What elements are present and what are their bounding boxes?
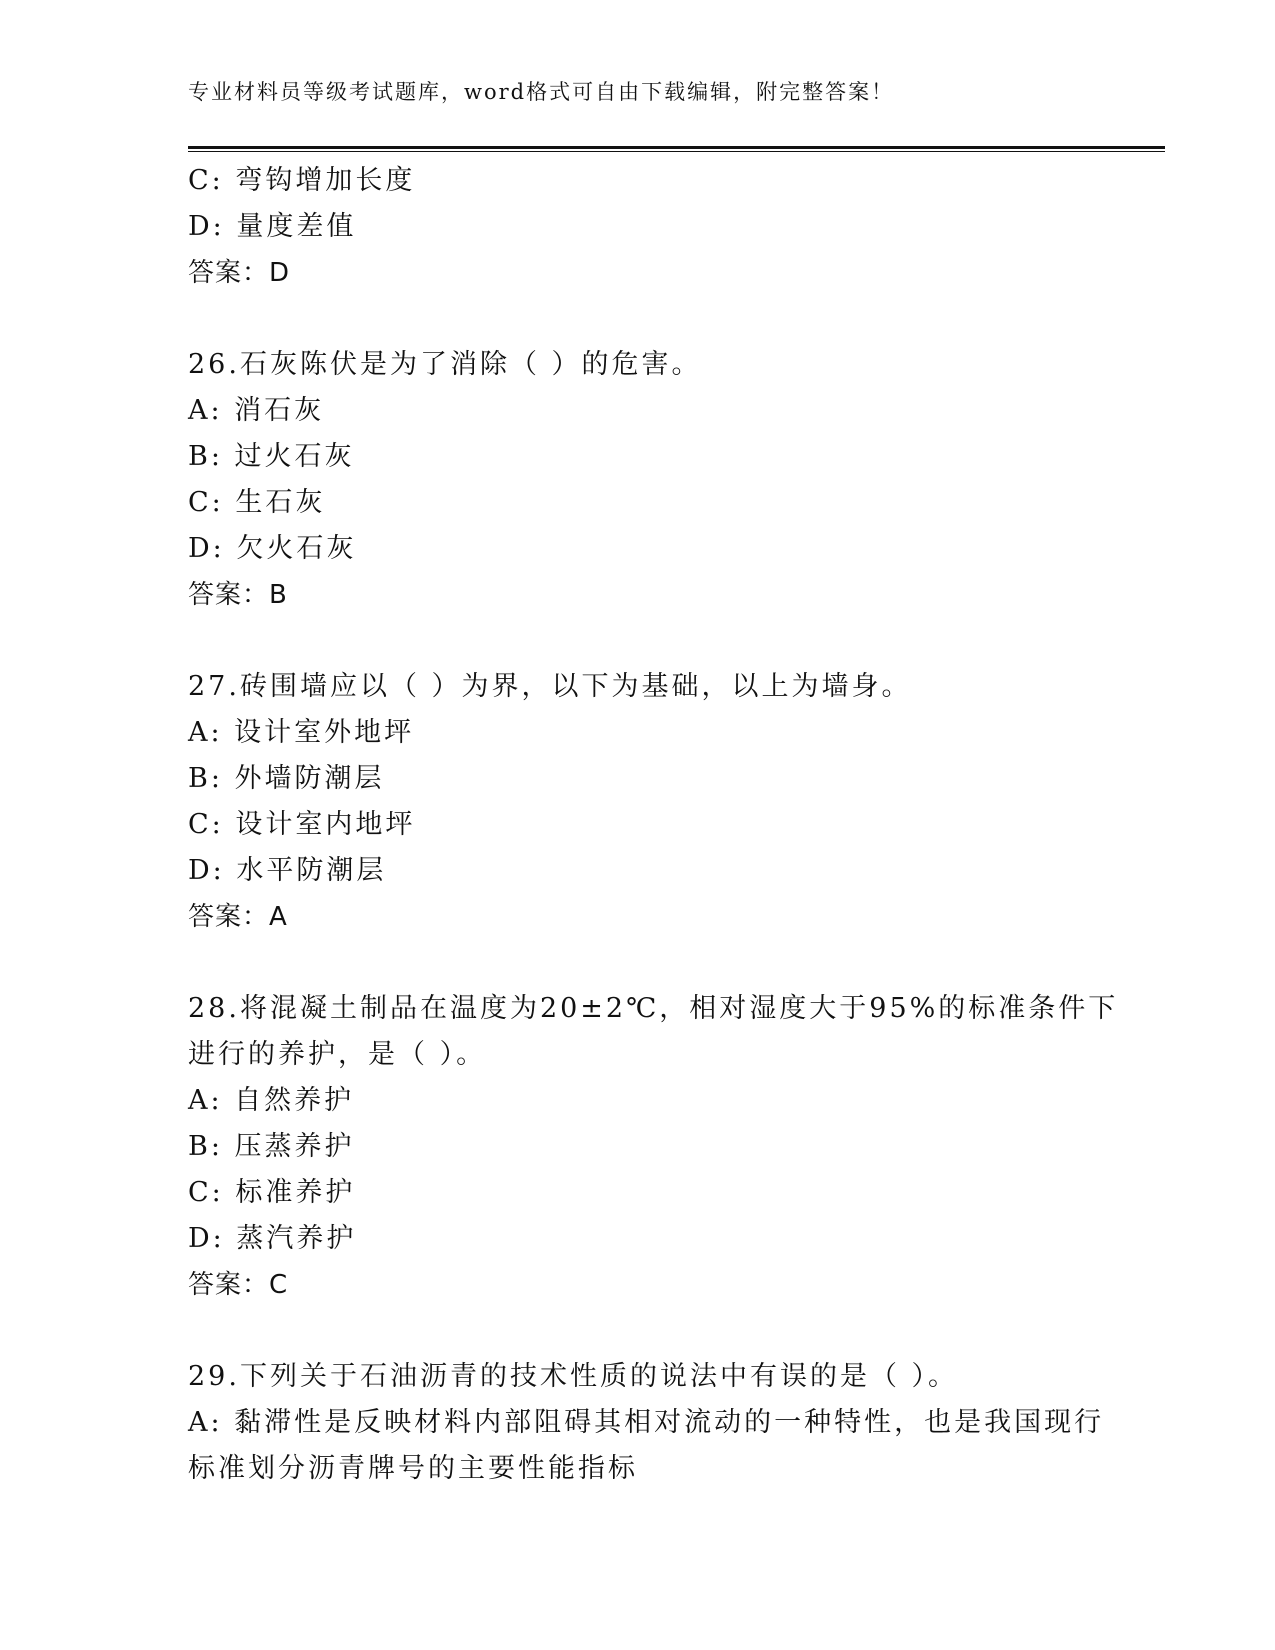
q26-option-a: A: 消石灰 [188, 395, 325, 426]
question-spacer [188, 296, 1088, 342]
q28-stem-line-1: 28.将混凝土制品在温度为20±2℃，相对湿度大于95%的标准条件下 [188, 993, 1119, 1024]
q27-option-c: C: 设计室内地坪 [188, 809, 416, 840]
q27-answer: 答案：A [188, 902, 288, 932]
q27-stem: 27.砖围墙应以（ ）为界，以下为基础，以上为墙身。 [188, 671, 912, 702]
page-header: 专业材料员等级考试题库，word格式可自由下载编辑，附完整答案！ [188, 80, 895, 104]
q26-option-c: C: 生石灰 [188, 487, 326, 518]
q28-option-d: D: 蒸汽养护 [188, 1223, 357, 1254]
q28-answer: 答案：C [188, 1270, 289, 1300]
q27-option-d: D: 水平防潮层 [188, 855, 387, 886]
q28-stem-line-2: 进行的养护，是（ ）。 [188, 1039, 487, 1070]
q26-answer: 答案：B [188, 580, 288, 610]
q25-option-c: C: 弯钩增加长度 [188, 165, 416, 196]
q26-option-d: D: 欠火石灰 [188, 533, 357, 564]
header-rule-thin [188, 151, 1165, 152]
q26-stem: 26.石灰陈伏是为了消除（ ）的危害。 [188, 349, 702, 380]
question-content [188, 158, 1119, 1492]
q28-option-b: B: 压蒸养护 [188, 1131, 355, 1162]
q27-option-b: B: 外墙防潮层 [188, 763, 385, 794]
question-spacer [188, 940, 1088, 986]
q25-answer: 答案：D [188, 258, 291, 288]
q28-option-c: C: 标准养护 [188, 1177, 356, 1208]
q27-option-a: A: 设计室外地坪 [188, 717, 415, 748]
question-spacer [188, 1308, 1088, 1354]
q29-stem: 29.下列关于石油沥青的技术性质的说法中有误的是（ ）。 [188, 1361, 959, 1392]
header-rule-thick [188, 146, 1165, 149]
q25-option-d: D: 量度差值 [188, 211, 357, 242]
q26-option-b: B: 过火石灰 [188, 441, 355, 472]
question-spacer [188, 618, 1088, 664]
q29-option-a-line-1: A: 黏滞性是反映材料内部阻碍其相对流动的一种特性，也是我国现行 [188, 1407, 1105, 1438]
q29-option-a-line-2: 标准划分沥青牌号的主要性能指标 [188, 1453, 638, 1484]
q28-option-a: A: 自然养护 [188, 1085, 355, 1116]
